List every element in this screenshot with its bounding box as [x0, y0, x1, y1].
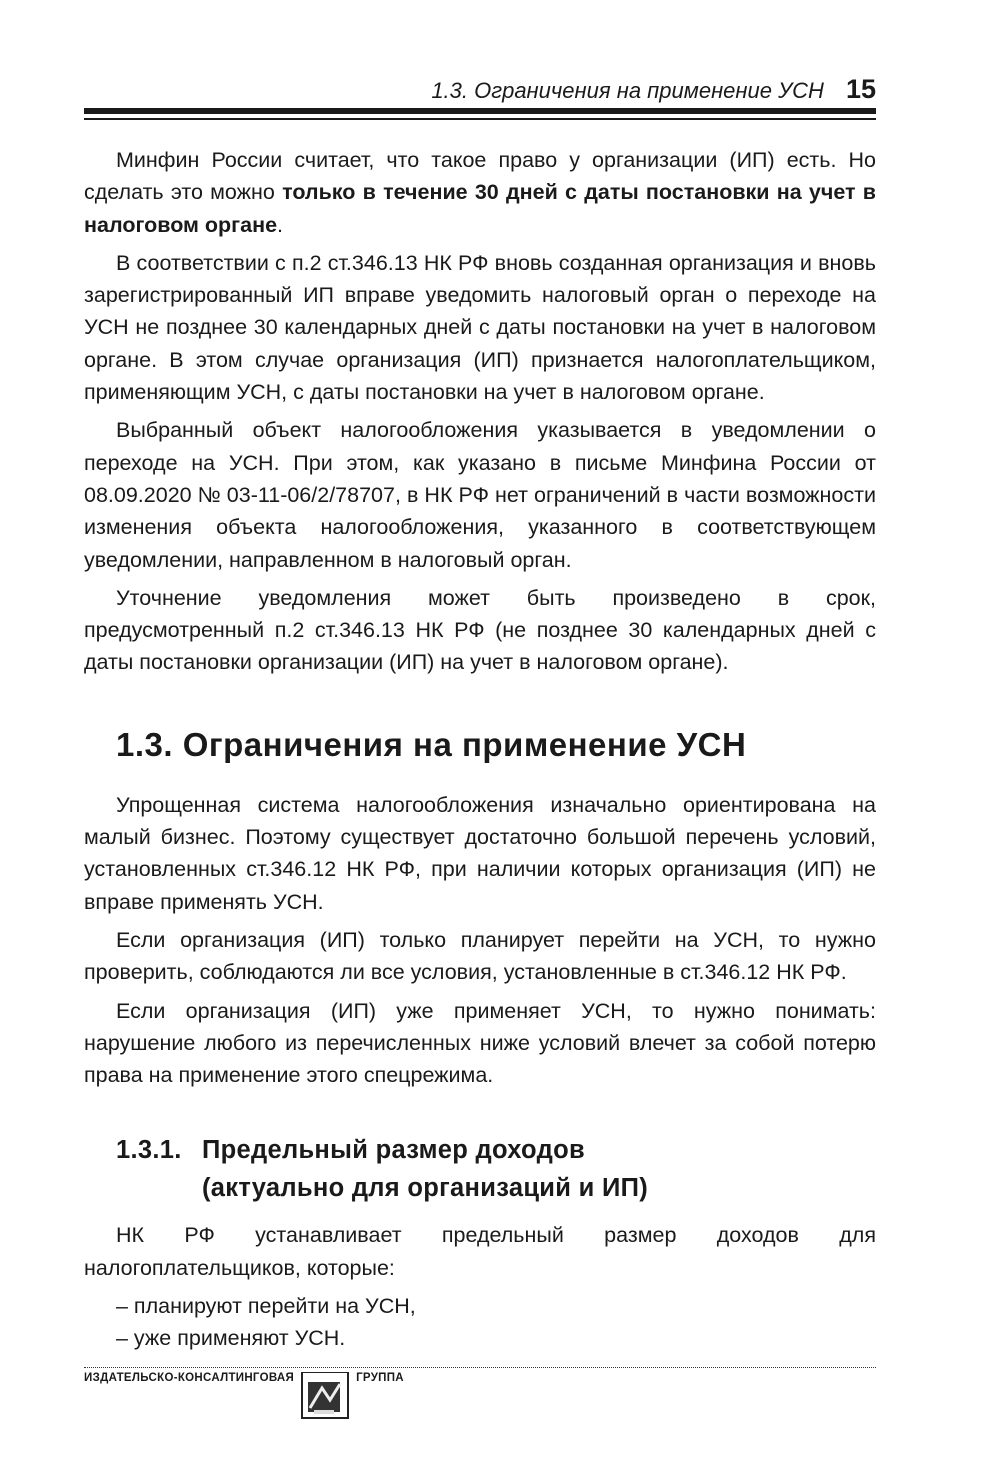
paragraph-2: В соответствии с п.2 ст.346.13 НК РФ вновь созданная организация и вновь зарегистрированный ИП вправе уведомить налоговый орган о переходе на УСН не позднее 30 календарных дней с даты постановки на учет в налоговом органе. В этом случае организация (ИП) признается налогоплательщиком, применяющим УСН, с даты постановки на учет в налоговом органе.: [84, 250, 876, 405]
condition-list: [84, 1290, 876, 1355]
paragraph-3: Выбранный объект налогообложения указывается в уведомлении о переходе на УСН. При этом, как указано в письме Минфина России от 08.09.2020 № 03-11-06/2/78707, в НК РФ нет ограничений в части возможности изменения объекта налогообложения, указанного в соответствующем уведомлении, направленном в налоговый орган.: [84, 418, 876, 572]
header-rule-thin: [84, 118, 876, 120]
paragraph-1: Минфин России считает, что такое право у организации (ИП) есть. Но сделать это можно только в течение 30 дней с даты постановки на учет в налоговом органе.: [84, 148, 877, 237]
publisher-footer: [84, 1372, 404, 1420]
paragraph-8: НК РФ устанавливает предельный размер доходов для налогоплательщиков, которые:: [84, 1223, 876, 1280]
emphasis-deadline: только в течение 30 дней с даты постановки на учет в налоговом органе: [84, 180, 877, 237]
section-heading: 1.3. Ограничения на применение УСН: [116, 725, 747, 763]
subsection-heading: [116, 1131, 876, 1207]
publisher-name-right: ГРУППА: [356, 1372, 404, 1384]
paragraph-5: Упрощенная система налогообложения изначально ориентирована на малый бизнес. Поэтому существует достаточно большой перечень условий, установленных ст.346.12 НК РФ, при наличии которых организация (ИП) не вправе применять УСН.: [84, 792, 876, 914]
list-item: – уже применяют УСН.: [116, 1326, 346, 1351]
publisher-logo-icon: [300, 1372, 350, 1420]
header-rule-thick: [84, 108, 876, 114]
subsection-title-line1: Предельный размер доходов: [202, 1136, 585, 1165]
footer-rule: [84, 1367, 876, 1368]
paragraph-4: Уточнение уведомления может быть произведено в срок, предусмотренный п.2 ст.346.13 НК РФ (не позднее 30 календарных дней с даты постановки организации (ИП) на учет в налоговом органе).: [84, 585, 876, 675]
subsection-title-line2: (актуально для организаций и ИП): [202, 1174, 649, 1203]
subsection-number: 1.3.1.: [116, 1136, 182, 1165]
page-number: 15: [845, 74, 876, 104]
paragraph-7: Если организация (ИП) уже применяет УСН, то нужно понимать: нарушение любого из перечисленных ниже условий влечет за собой потерю права на применение этого спецрежима.: [84, 998, 876, 1088]
running-head: [84, 74, 876, 105]
page-content: [84, 144, 876, 1355]
publisher-name-left: ИЗДАТЕЛЬСКО-КОНСАЛТИНГОВАЯ: [84, 1372, 295, 1384]
paragraph-6: Если организация (ИП) только планирует перейти на УСН, то нужно проверить, соблюдаются ли все условия, установленные в ст.346.12 НК РФ.: [84, 927, 876, 985]
running-title: 1.3. Ограничения на применение УСН: [431, 78, 824, 103]
list-item: – планируют перейти на УСН,: [116, 1294, 416, 1319]
